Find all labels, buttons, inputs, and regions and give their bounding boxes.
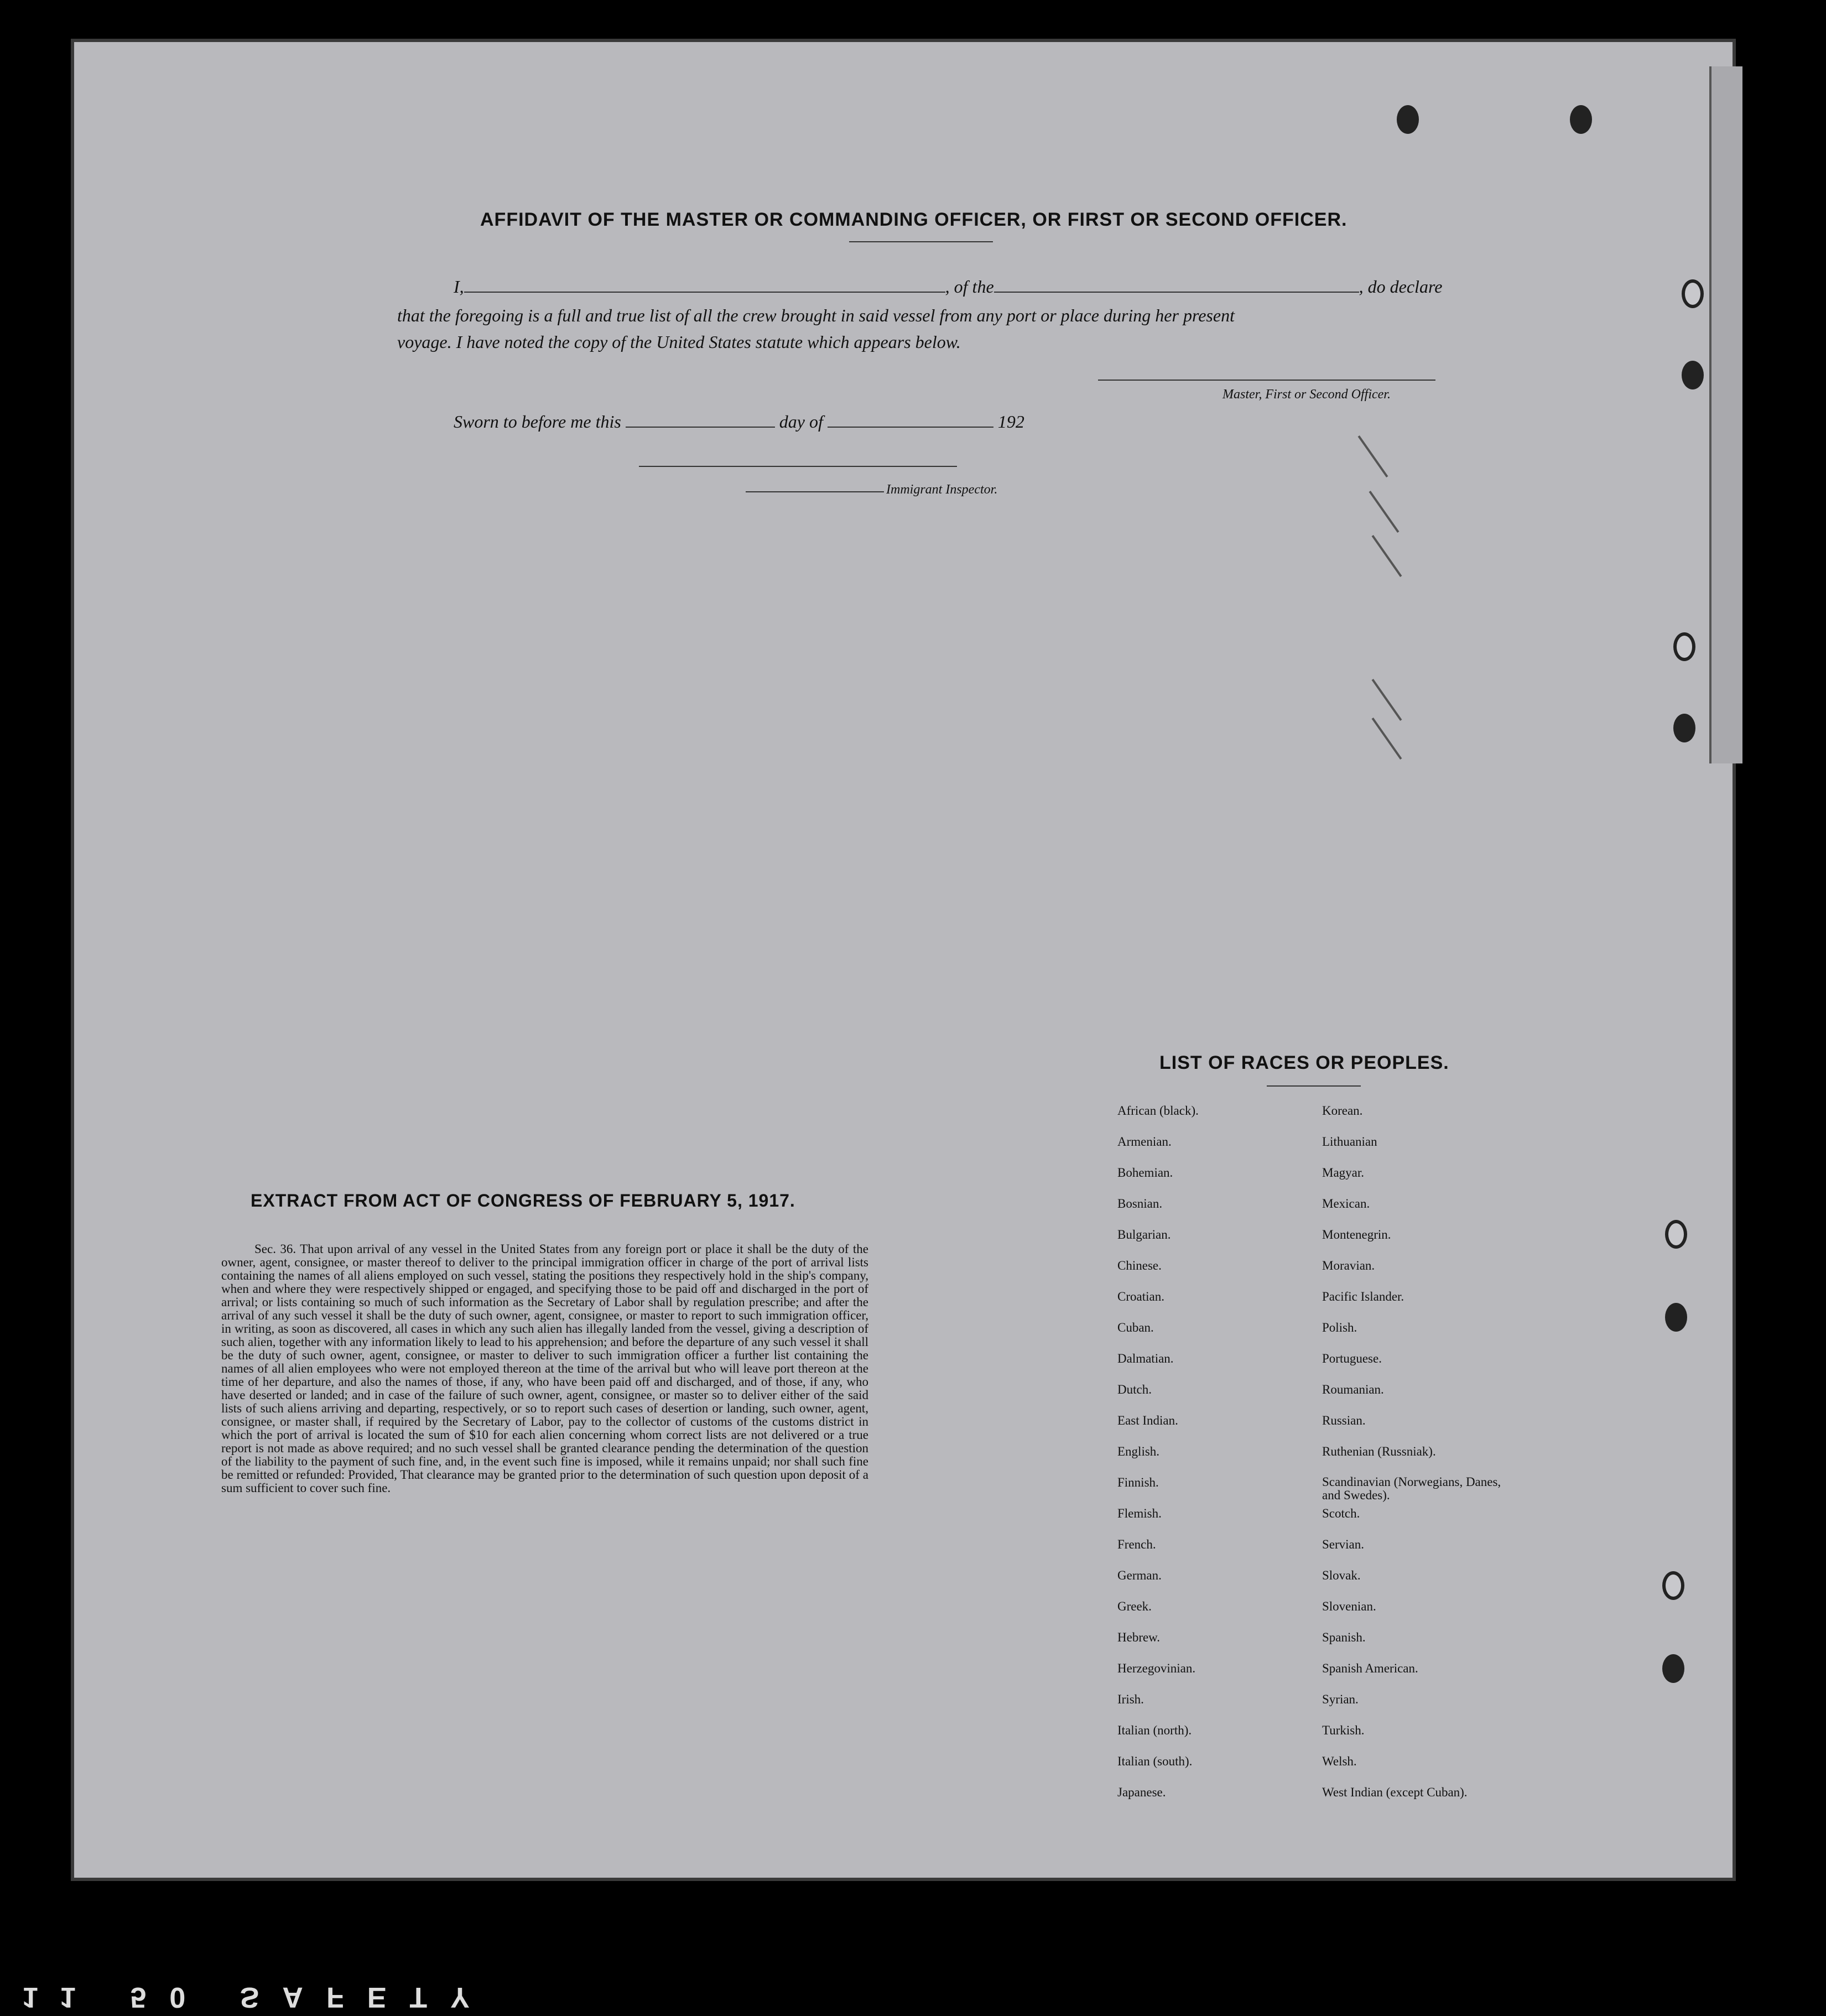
sworn-label: Sworn to before me this (454, 412, 621, 432)
punch-hole (1673, 632, 1695, 661)
races-title: LIST OF RACES OR PEOPLES. (1159, 1052, 1449, 1073)
race-item: Dalmatian. (1117, 1352, 1174, 1365)
name-blank (464, 292, 945, 293)
race-item: Bohemian. (1117, 1166, 1173, 1180)
race-item: Lithuanian (1322, 1135, 1377, 1149)
race-item: Scotch. (1322, 1506, 1360, 1520)
races-right-column (1322, 1104, 1521, 1816)
race-item: Syrian. (1322, 1692, 1359, 1706)
race-item: Slovenian. (1322, 1599, 1376, 1613)
punch-hole (1662, 1571, 1684, 1600)
race-item: Magyar. (1322, 1166, 1365, 1180)
race-item: Dutch. (1117, 1383, 1152, 1396)
race-item: Bulgarian. (1117, 1228, 1171, 1241)
race-item: French. (1117, 1537, 1156, 1551)
inspector-signature-line (639, 466, 957, 467)
punch-hole (1682, 361, 1704, 389)
day-blank (626, 427, 775, 428)
race-item: Spanish American. (1322, 1661, 1418, 1675)
sworn-line (454, 412, 1024, 432)
race-item: Greek. (1117, 1599, 1152, 1613)
race-item: Mexican. (1322, 1197, 1370, 1210)
inspector-name-line (746, 491, 884, 492)
affidavit-line-3: voyage. I have noted the copy of the United States statute which appears below. (397, 332, 961, 352)
race-item: Hebrew. (1117, 1630, 1161, 1644)
race-item: Polish. (1322, 1321, 1357, 1334)
year-label: 192 (997, 412, 1024, 432)
race-item: Scandinavian (Norwegians, Danes, and Swedes). (1322, 1475, 1501, 1502)
page-edge (1709, 66, 1742, 763)
divider (1267, 1085, 1361, 1087)
signature-line (1098, 380, 1435, 381)
inspector-caption: Immigrant Inspector. (886, 482, 998, 497)
punch-hole (1397, 105, 1419, 134)
affidavit-line-2: that the foregoing is a full and true list of all the crew brought in said vessel from any port or place during her present (397, 305, 1235, 325)
race-item: Irish. (1117, 1692, 1144, 1706)
punch-hole (1570, 105, 1592, 134)
race-item: Spanish. (1322, 1630, 1366, 1644)
divider (849, 241, 993, 242)
master-caption: Master, First or Second Officer. (1222, 387, 1391, 402)
of-the-label: , of the (945, 277, 994, 297)
punch-hole (1682, 279, 1704, 308)
race-item: Cuban. (1117, 1321, 1154, 1334)
film-edge-marking: 11 50 SAFETY (22, 1981, 493, 2013)
punch-hole (1662, 1654, 1684, 1683)
race-item: Croatian. (1117, 1290, 1164, 1303)
punch-hole (1673, 714, 1695, 742)
race-item: Montenegrin. (1322, 1228, 1391, 1241)
statute-text: Sec. 36. That upon arrival of any vessel in the United States from any foreign port or place it shall be the duty of the owner, agent, consignee, or master thereof to deliver to the principal immigration officer in charge of the port of arrival lists containing the names of all aliens employed on such vessel, stating the positions they respectively hold in the ship's company, when and where they were respectively shipped or engaged, and specifying those to be paid off and discharged in the port of arrival; or lists containing so much of such information as the Secretary of Labor shall by regulation prescribe; and after the arrival of any such vessel it shall be the duty of such owner, agent, consignee, or master to report to such immigration officer, in writing, as soon as discovered, all cases in which any such alien has illegally landed from the vessel, giving a description of such alien, together with any information likely to lead to his apprehension; and before the departure of any such vessel it shall be the duty of such owner, agent, consignee, or master to deliver to such immigration officer a further list containing the names of all alien employees who were not employed thereon at the time of the arrival but who will leave port thereon at the time of her departure, and also the names of those, if any, who have been paid off and discharged, and of those, if any, who have deserted or landed; and in case of the failure of such owner, agent, consignee, or master so to deliver either of the said lists of such aliens arriving and departing, respectively, or so to report such cases of desertion or landing, such owner, agent, consignee, or master shall, if required by the Secretary of Labor, pay to the collector of customs of the customs district in which the port of arrival is located the sum of $10 for each alien concerning whom correct lists are not delivered or a true report is not made as above required; and no such vessel shall be granted clearance pending the determination of the question of the liability to the payment of such fine, and, in the event such fine is imposed, while it remains unpaid; nor shall such fine be remitted or refunded: Provided, That clearance may be granted prior to the determination of such question upon deposit of a sum sufficient to cover such fine. (221, 1242, 868, 1495)
vessel-blank (994, 292, 1359, 293)
race-item: Finnish. (1117, 1475, 1159, 1489)
race-item: Servian. (1322, 1537, 1365, 1551)
punch-hole (1665, 1220, 1687, 1249)
race-item: Moravian. (1322, 1259, 1375, 1272)
race-item: West Indian (except Cuban). (1322, 1785, 1468, 1799)
race-item: Herzegovinian. (1117, 1661, 1196, 1675)
affidavit-line-1 (454, 277, 1442, 297)
race-item: African (black). (1117, 1104, 1199, 1118)
race-item: Ruthenian (Russniak). (1322, 1445, 1436, 1458)
race-item: German. (1117, 1568, 1162, 1582)
race-item: Italian (south). (1117, 1754, 1193, 1768)
race-item: Roumanian. (1322, 1383, 1384, 1396)
race-item: Turkish. (1322, 1723, 1365, 1737)
race-item: Welsh. (1322, 1754, 1357, 1768)
races-left-column (1117, 1104, 1199, 1816)
do-declare-label: , do declare (1359, 277, 1443, 297)
race-item: English. (1117, 1445, 1160, 1458)
race-item: Russian. (1322, 1414, 1366, 1427)
race-item: Bosnian. (1117, 1197, 1163, 1210)
extract-title: EXTRACT FROM ACT OF CONGRESS OF FEBRUARY 5, 1917. (251, 1191, 795, 1210)
i-label: I, (454, 277, 464, 297)
race-item: Portuguese. (1322, 1352, 1382, 1365)
race-item: Slovak. (1322, 1568, 1361, 1582)
race-item: Japanese. (1117, 1785, 1166, 1799)
race-item: Chinese. (1117, 1259, 1162, 1272)
day-of-label: day of (779, 412, 823, 432)
race-item: Flemish. (1117, 1506, 1162, 1520)
race-item: Pacific Islander. (1322, 1290, 1404, 1303)
race-item: Korean. (1322, 1104, 1363, 1118)
affidavit-title: AFFIDAVIT OF THE MASTER OR COMMANDING OFFICER, OR FIRST OR SECOND OFFICER. (480, 209, 1348, 230)
race-item: East Indian. (1117, 1414, 1178, 1427)
month-blank (828, 427, 993, 428)
race-item: Italian (north). (1117, 1723, 1192, 1737)
punch-hole (1665, 1303, 1687, 1332)
race-item: Armenian. (1117, 1135, 1172, 1149)
